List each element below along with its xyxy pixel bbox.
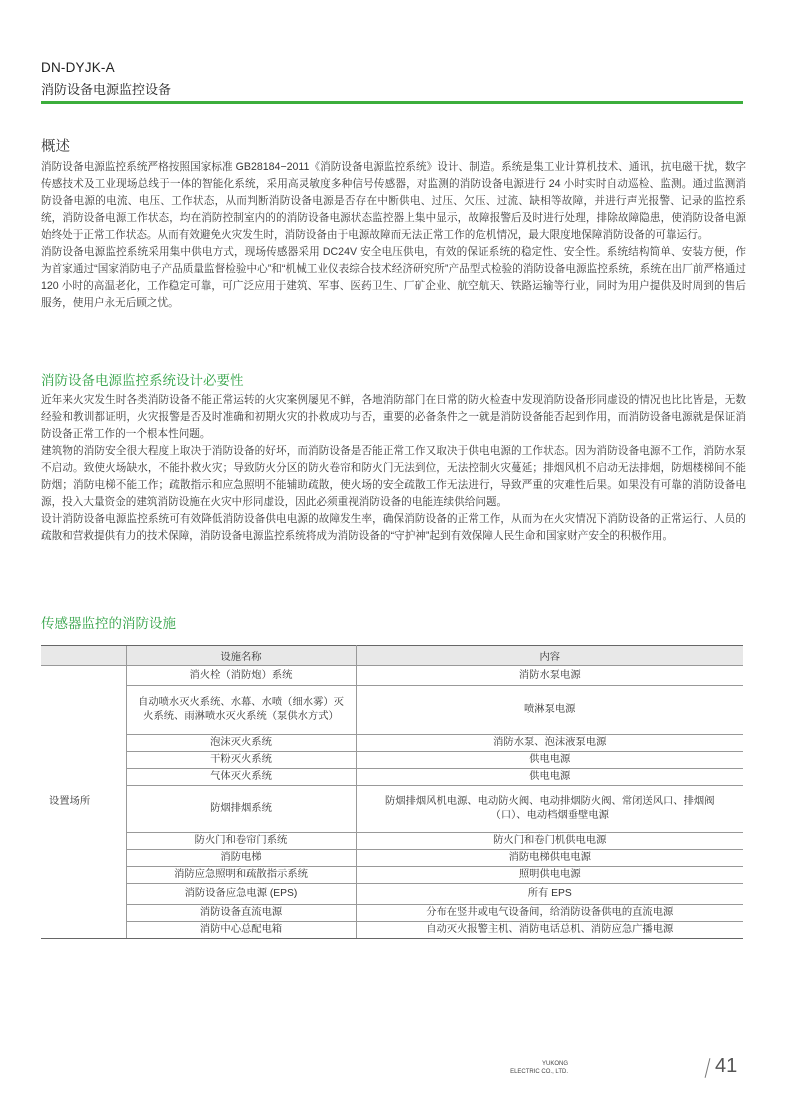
device-cell: 消防设备直流电源 [126, 905, 356, 922]
necessity-paragraph: 建筑物的消防安全很大程度上取决于消防设备的好坏，而消防设备是否能正常工作又取决于供电电源的工作状态。因为消防设备电源不工作，消防水泵不启动。致使火场缺水，不能扑救火灾；导致防火分区的防火卷帘和防火门无法到位，无法控制火灾蔓延；排烟风机不启动无法排烟，防烟楼梯间不能防烟；消防电梯不能工作；疏散指示和应急照明不能辅助疏散，使火场的安全疏散工作无法进行，导致严重的灾难性后果。如果没有可靠的消防设备电源，投入大量资金的建筑消防设施在火灾中形同虚设，因此必须重视消防设备的电能连续供给问题。 [41, 445, 746, 508]
table-row [41, 850, 743, 867]
device-cell: 消防中心总配电箱 [126, 922, 356, 939]
device-cell: 消防应急照明和疏散指示系统 [126, 867, 356, 884]
content-cell: 消防电梯供电电源 [356, 850, 743, 867]
device-cell: 防烟排烟系统 [126, 786, 356, 833]
table-row [41, 786, 743, 833]
table-row [41, 752, 743, 769]
table-row [41, 735, 743, 752]
content-cell: 消防水泵电源 [356, 666, 743, 686]
company-name-line1: YUKONG [541, 1061, 568, 1067]
table-row [41, 922, 743, 939]
table-row [41, 867, 743, 884]
overview-heading: 概述 [41, 139, 70, 155]
overview-body [41, 159, 746, 312]
content-cell: 照明供电电源 [356, 867, 743, 884]
content-cell: 喷淋泵电源 [356, 686, 743, 735]
company-name-line2: ELECTRIC CO., LTD. [510, 1069, 568, 1075]
necessity-heading: 消防设备电源监控系统设计必要性 [41, 373, 244, 388]
device-cell: 自动喷水灭火系统、水幕、水喷（细水雾）灭火系统、雨淋喷水灭火系统（泵供水方式） [126, 686, 356, 735]
footer-slash-divider [705, 1058, 711, 1078]
document-code: DN-DYJK-A [41, 60, 115, 75]
table-row [41, 686, 743, 735]
table-row [41, 833, 743, 850]
table-row [41, 884, 743, 905]
device-cell: 干粉灭火系统 [126, 752, 356, 769]
header-empty-cell [41, 646, 126, 666]
content-cell: 所有 EPS [356, 884, 743, 905]
content-cell: 消防水泵、泡沫液泵电源 [356, 735, 743, 752]
device-cell: 消火栓（消防炮）系统 [126, 666, 356, 686]
device-cell: 消防电梯 [126, 850, 356, 867]
column-header-content: 内容 [356, 646, 743, 666]
content-cell: 防烟排烟风机电源、电动防火阀、电动排烟防火阀、常闭送风口、排烟阀（口）、电动档烟垂壁电源 [356, 786, 743, 833]
device-cell: 防火门和卷帘门系统 [126, 833, 356, 850]
company-name [510, 1060, 568, 1076]
device-cell: 泡沫灭火系统 [126, 735, 356, 752]
table-row [41, 769, 743, 786]
necessity-paragraph: 设计消防设备电源监控系统可有效降低消防设备供电电源的故障发生率，确保消防设备的正常工作，从而为在火灾情况下消防设备的正常运行、人员的疏散和营救提供有力的技术保障，消防设备电源监控系统将成为消防设备的“守护神”起到有效保障人民生命和国家财产安全的积极作用。 [41, 513, 746, 542]
overview-paragraph: 消防设备电源监控系统采用集中供电方式，现场传感器采用 DC24V 安全电压供电，有效的保证系统的稳定性、安全性。系统结构简单、安装方便，作为首家通过“国家消防电子产品质量监督检验中心”和“机械工业仪表综合技术经济研究所”产品型式检验的消防设备电源监控系统，系统在出厂前严格通过 120 小时的高温老化，工作稳定可靠，可广泛应用于建筑、军事、医药卫生、厂矿企业、航空航天、铁路运输等行业，同时为用户提供及时周到的售后服务，使用户永无后顾之忧。 [41, 246, 746, 309]
device-cell: 消防设备应急电源 (EPS) [126, 884, 356, 905]
sensors-heading: 传感器监控的消防设施 [41, 616, 176, 631]
device-cell: 气体灭火系统 [126, 769, 356, 786]
overview-paragraph: 消防设备电源监控系统严格按照国家标准 GB28184−2011《消防设备电源监控系统》设计、制造。系统是集工业计算机技术、通讯，抗电磁干扰，数字传感技术及工业现场总线于一体的智能化系统，采用高灵敏度多种信号传感器，对监测的消防设备电源进行 24 小时实时自动巡检、监测。通过监测消防设备电源的电流、电压、工作状态，从而判断消防设备电源是否存在中断供电、过压、欠压、过流、缺相等故障，并进行声光报警、记录的监控系统，消防设备电源工作状态，均在消防控制室内的的消防设备电源状态监控器上集中显示，故障报警后及时进行处理，排除故障隐患，使消防设备电源始终处于正常工作状态。从而有效避免火灾发生时，消防设备由于电源故障而无法正常工作的危机情况，最大限度地保障消防设备的可靠运行。 [41, 161, 746, 241]
location-cell: 设置场所 [41, 666, 126, 939]
content-cell: 分布在竖井或电气设备间，给消防设备供电的直流电源 [356, 905, 743, 922]
document-title: 消防设备电源监控设备 [41, 82, 172, 97]
table-row [41, 666, 743, 686]
content-cell: 供电电源 [356, 769, 743, 786]
header-divider [41, 101, 743, 104]
content-cell: 自动灭火报警主机、消防电话总机、消防应急广播电源 [356, 922, 743, 939]
content-cell: 防火门和卷门机供电电源 [356, 833, 743, 850]
table-row [41, 905, 743, 922]
column-header-device: 设施名称 [126, 646, 356, 666]
necessity-body [41, 392, 746, 545]
page-number: 41 [715, 1055, 738, 1077]
necessity-paragraph: 近年来火灾发生时各类消防设备不能正常运转的火灾案例屡见不鲜，各地消防部门在日常的防火检查中发现消防设备形同虚设的情况也比比皆是，无数经验和教训都证明，火灾报警是否及时准确和初期火灾的扑救成功与否，重要的必备条件之一就是消防设备能否起到作用，而消防设备电源就是保证消防设备正常工作的一个根本性问题。 [41, 394, 746, 440]
sensor-facilities-table [41, 645, 743, 939]
table-header-row [41, 646, 743, 666]
content-cell: 供电电源 [356, 752, 743, 769]
